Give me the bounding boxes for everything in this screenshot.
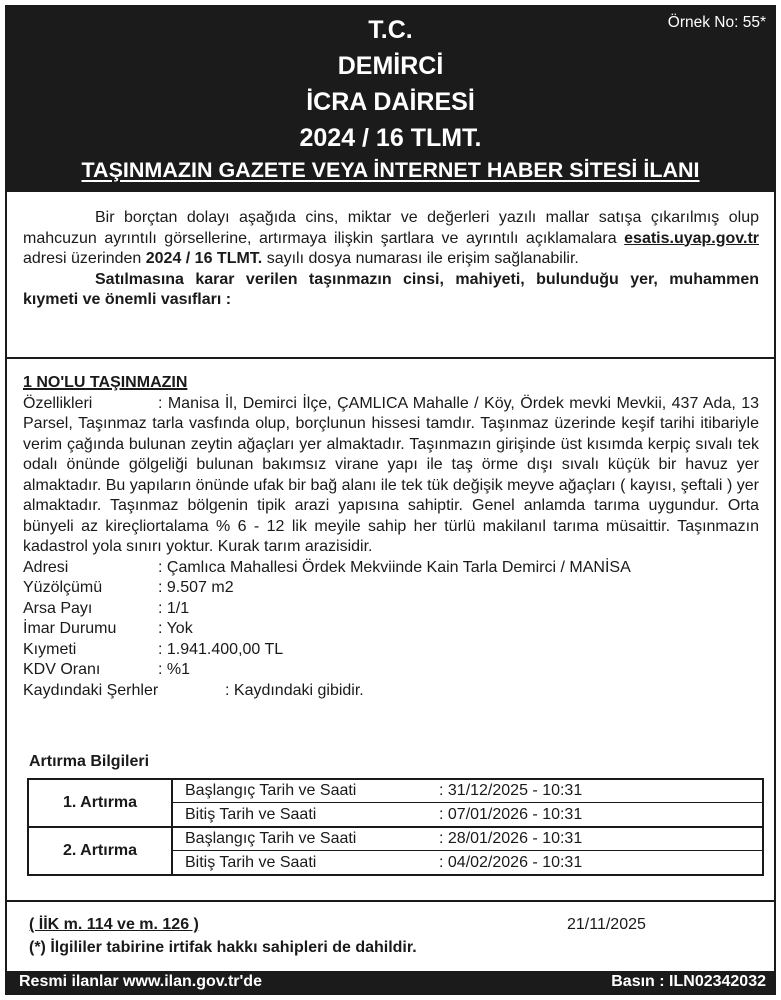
esatis-link[interactable]: esatis.uyap.gov.tr — [624, 229, 759, 247]
end-row: Bitiş Tarih ve Saati : 04/02/2026 - 10:31 — [185, 853, 583, 871]
table-row — [29, 828, 762, 874]
field-area: Yüzölçümü : 9.507 m2 — [23, 579, 234, 596]
auction-round-label: 1. Artırma — [29, 780, 173, 826]
features-label: Özellikleri — [23, 394, 93, 412]
footnote: (*) İlgililer tabirine irtifak hakkı sahipleri de dahildir. — [29, 939, 417, 956]
footer-press-code: Basın : ILN02342032 — [611, 973, 766, 990]
start-row: Başlangıç Tarih ve Saati : 28/01/2026 - 10:31 — [173, 828, 762, 851]
end-row: Bitiş Tarih ve Saati : 07/01/2026 - 10:31 — [185, 805, 583, 823]
field-vat: KDV Oranı : %1 — [23, 661, 191, 678]
header-line-office: İCRA DAİRESİ — [306, 88, 475, 116]
start-row: Başlangıç Tarih ve Saati : 31/12/2025 - 10:31 — [173, 780, 762, 803]
notice-date: 21/11/2025 — [567, 916, 646, 933]
footer-website: Resmi ilanlar www.ilan.gov.tr'de — [19, 973, 262, 990]
property-features — [23, 394, 759, 558]
auction-round-label: 2. Artırma — [29, 828, 173, 874]
header-line-tc: T.C. — [368, 16, 413, 44]
intro-text — [23, 208, 759, 311]
notice-page — [5, 5, 776, 995]
property-title: 1 NO'LU TAŞINMAZIN — [23, 374, 188, 391]
field-annotations: Kaydındaki Şerhler : Kaydındaki gibidir. — [23, 681, 364, 699]
auction-table — [27, 778, 764, 876]
field-zoning: İmar Durumu : Yok — [23, 620, 193, 637]
law-reference: ( İİK m. 114 ve m. 126 ) — [29, 916, 199, 933]
sample-number: Örnek No: 55* — [667, 14, 766, 31]
features-text: : Manisa İl, Demirci İlçe, ÇAMLICA Mahalle / Köy, Ördek mevki Mevkii, 437 Ada, 13 Parsel, Taşınmaz tarla vasfında olup, borçlunun hissesi tamdır. Taşınmaz üzerinde keşif tarihi itibariyle verim çağında bulunan zeytin ağaçları yer almaktadır. Taşınmazın girişinde üst kısımda kerpiç sıvalı tek odalı önünde gölgeliği bulunan bakımsız virane yapı ile taş örme dışı sıvalı küçük bir havuz yer almaktadır. Bu yapıların önünde ufak bir bağ alanı ile tek tük değişik meyve ağaçları ( kayısı, şeftali ) yer almaktadır. Taşınmaz bölgenin tipik arazi yapısına sahiptir. Genel anlamda tarıma uygundur. Orta bünyeli az kireçliortalama % 6 - 12 lik meyile sahip her türlü makilanıl tarıma müsaittir. Taşınmazın kadastrol yola sınırı yoktur. Kurak tarım arazisidir. — [23, 394, 759, 555]
table-row — [29, 780, 762, 828]
divider — [7, 357, 774, 359]
notice-title: TAŞINMAZIN GAZETE VEYA İNTERNET HABER SİTESİ İLANI — [81, 158, 700, 182]
header-line-district: DEMİRCİ — [337, 52, 444, 80]
field-address: Adresi : Çamlıca Mahallesi Ördek Mekviinde Kain Tarla Demirci / MANİSA — [23, 558, 631, 576]
field-value: Kıymeti : 1.941.400,00 TL — [23, 640, 284, 658]
property-section — [23, 373, 759, 701]
property-summary-heading: Satılmasına karar verilen taşınmazın cinsi, mahiyeti, bulunduğu yer, muhammen kıymeti ve önemli vasıfları : — [23, 270, 759, 308]
file-number-ref: 2024 / 16 TLMT. — [145, 250, 263, 267]
intro-paragraph: Bir borçtan dolayı aşağıda cins, miktar ve değerleri yazılı mallar satışa çıkarılmış olup mahcuzun ayrıntılı görsellerine, artırmaya ilişkin şartlara ve ayrıntılı açıklamalara esatis.uyap.gov.tr adresi üzerinden 2024 / 16 TLMT. sayılı dosya numarası ile erişim sağlanabilir. — [23, 209, 759, 267]
divider — [7, 900, 774, 902]
field-share: Arsa Payı : 1/1 — [23, 599, 190, 617]
auction-title: Artırma Bilgileri — [29, 753, 150, 770]
header-line-file-number: 2024 / 16 TLMT. — [299, 124, 482, 152]
header-banner — [7, 7, 774, 192]
footer-bar — [7, 971, 774, 993]
